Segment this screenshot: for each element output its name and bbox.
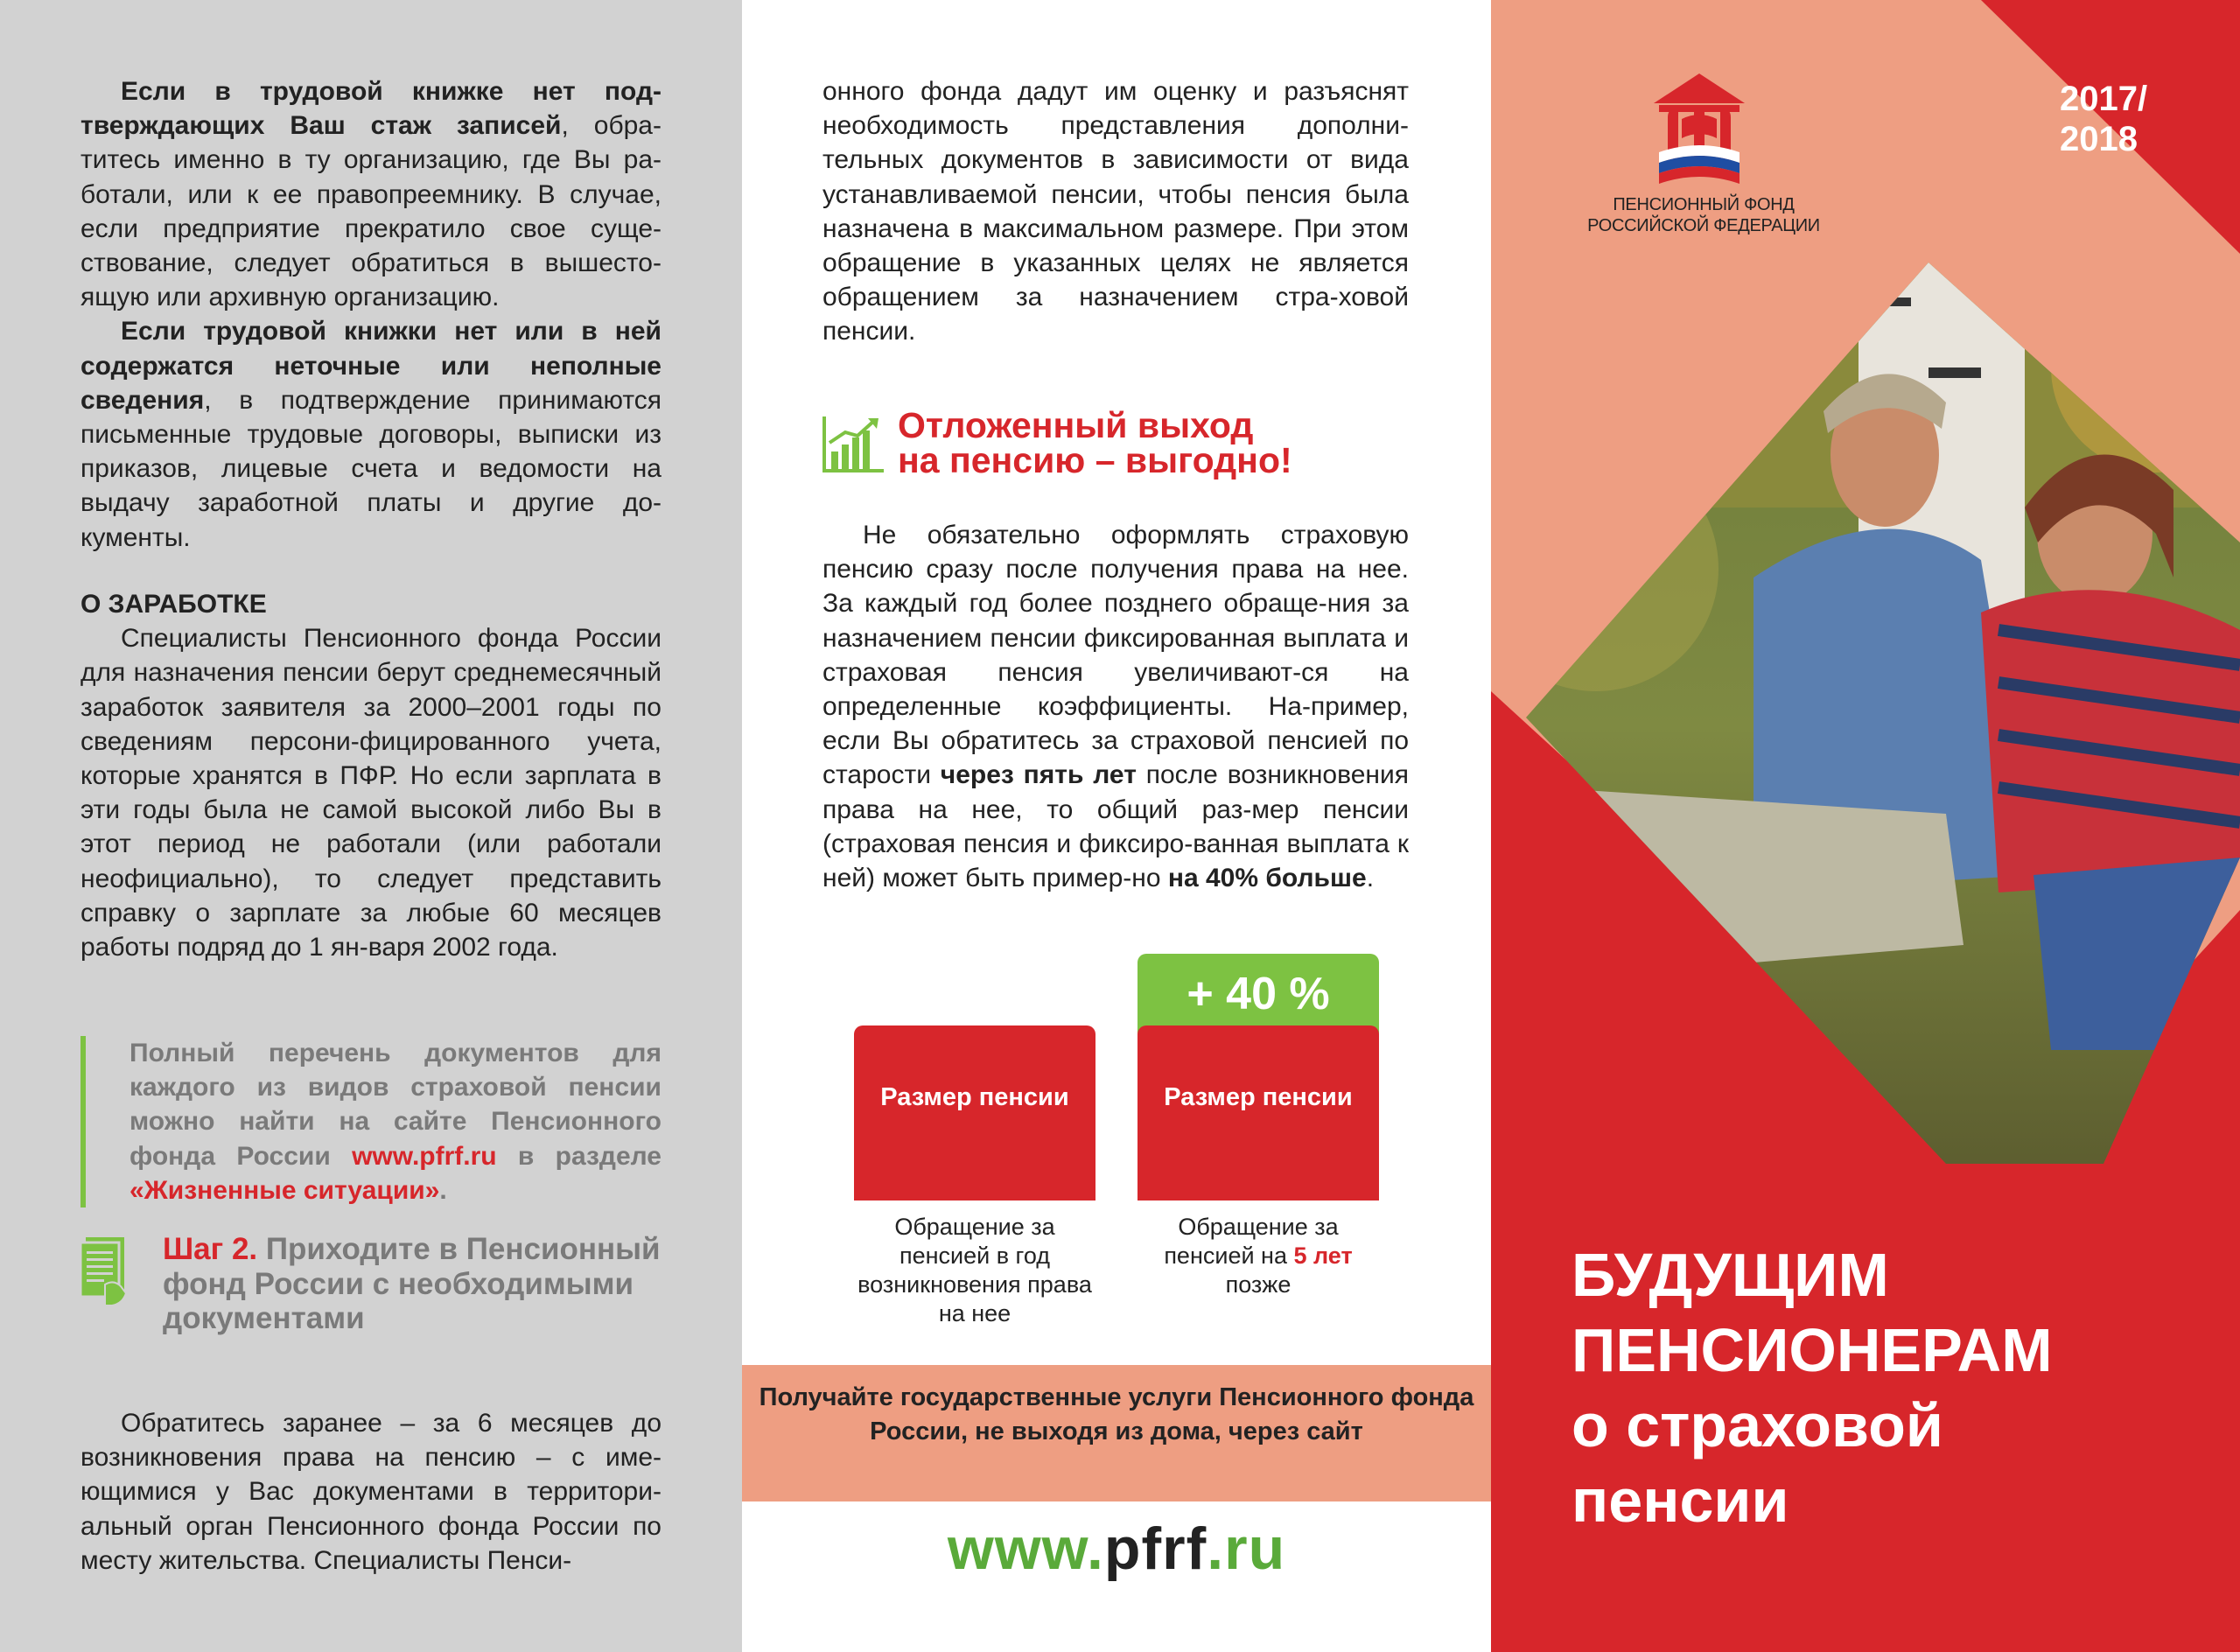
heading-text: О ЗАРАБОТКЕ [80,590,267,619]
earnings-text: Специалисты Пенсионного фонда России для назначения пенсии берут среднемесячный заработок заявителя за 2000–2001 годы по сведениям персони-фицированного учета, которые хранятся в ПФР. Но если зарплата в эти годы была не самой высокой либо Вы в этот период не работали (или работали неофициально), то следует представить справку о зарплате за любые 60 месяцев работы подряд до 1 ян-варя 2002 года. [80,624,662,962]
fund-name-line: ПЕНСИОННЫЙ ФОНД [1613,195,1795,214]
step-2-heading [79,1232,691,1372]
paragraph [80,314,662,554]
caption-text: Обращение за пенсией на [1164,1214,1339,1269]
deferred-pension-heading [822,405,1435,492]
documents-note [80,1036,662,1208]
bar-label: Размер пенсии [1164,1083,1353,1111]
note-text: . [439,1175,447,1205]
growth-chart-icon [822,416,884,474]
cover-title [1572,1237,2184,1538]
heading-line: Отложенный выход [898,405,1254,445]
heading-line: на пенсию – выгодно! [898,440,1292,480]
caption-highlight: 5 лет [1293,1242,1353,1269]
site-url-link[interactable] [742,1514,1491,1584]
pension-bonus-bar [1138,954,1379,1034]
bar-caption-now: Обращение за пенсией в год возникновения права на нее [858,1214,1092,1326]
document-icon [79,1236,133,1307]
paragraph-text: , обра-титесь именно в ту организацию, где Вы ра-ботали, или к ее правопреемнику. В случае, если предприятие прекратило свое суще-ствование, следует обратиться в вышесто-ящую или архивную организацию. [80,111,662,312]
paragraph: Обратитесь заранее – за 6 месяцев до возникновения права на пенсию – с име-ющимися у Вас документами в территори-альный орган Пенсионного фонда России по месту жительства. Специалисты Пенси- [80,1409,662,1575]
continued-text [822,74,1409,349]
earnings-section [80,587,662,964]
title-line: о страховой [1572,1391,1943,1460]
fund-name-line: РОССИЙСКОЙ ФЕДЕРАЦИИ [1587,216,1820,235]
pension-bar-later [1138,1026,1379,1200]
bar-label: Размер пенсии [880,1083,1069,1111]
bar-caption-later [1138,1213,1379,1299]
url-part: www. [947,1516,1104,1582]
middle-panel [742,0,1491,1652]
missing-records-text [80,74,662,555]
url-part: pfrf [1103,1516,1208,1582]
life-situations-link[interactable]: «Жизненные ситуации» [130,1175,440,1205]
title-line: пенсии [1572,1466,1789,1535]
year-line: 2017/ [2060,80,2148,118]
paragraph [822,518,1409,895]
pension-fund-logo [1647,68,1752,191]
paragraph-text: , в подтверждение принимаются письменные трудовые договоры, выписки из приказов, лицевые счета и ведомости на выдачу заработной платы и другие до-кументы. [80,385,662,552]
bold-text: Если в трудовой книжке нет под-тверждающих Ваш стаж записей [80,77,662,141]
note-text: Полный перечень документов для каждого из видов страховой пенсии можно найти на сайте Пенсионного фонда России [130,1039,662,1171]
pfrf-link[interactable]: www.pfrf.ru [352,1141,497,1171]
note-text: в разделе [496,1141,662,1171]
bold-text: Если трудовой книжки нет или в ней содержатся неточные или неполные сведения [80,317,662,415]
title-line: БУДУЩИМ [1572,1241,1889,1309]
paragraph-text: после возникновения права на нее, то общий раз-мер пенсии (страховая пенсия и фиксиро-ванная выплата к ней) может быть пример-но [822,760,1409,893]
paragraph: онного фонда дадут им оценку и разъяснят необходимость представления дополни-тельных документов в зависимости от вида устанавливаемой пенсии, чтобы пенсия была назначена в максимальном размере. При этом обращение в указанных целях не является обращением за назначением стра-ховой пенсии. [822,77,1409,346]
online-services-text: Получайте государственные услуги Пенсионного фонда России, не выходя из дома, через сайт [759,1383,1474,1446]
step-2-title [163,1232,688,1336]
online-services-band [742,1365,1491,1502]
step-title-text: Приходите в Пенсионный фонд России с необходимыми документами [163,1232,661,1335]
fund-name [1552,194,1855,236]
paragraph-text: . [1366,864,1375,893]
right-panel [1491,0,2240,1652]
caption-text: позже [1225,1271,1292,1298]
bold-text: через пять лет [940,760,1137,790]
paragraph [80,74,662,314]
left-panel [0,0,742,1652]
year-badge [2060,79,2147,159]
heading-text [898,405,1292,480]
url-part: .ru [1207,1516,1286,1582]
pension-bar-now [854,1026,1096,1200]
apply-early-text [80,1406,662,1578]
year-line: 2018 [2060,120,2138,158]
paragraph-text: Не обязательно оформлять страховую пенсию сразу после получения права на нее. За каждый год более позднего обраще-ния за назначением пенсии фиксированная выплата и страховая пенсия увеличивают-ся на определенные коэффициенты. На-пример, если Вы обратитесь за страховой пенсией по старости [822,521,1409,790]
deferred-pension-text [822,518,1409,895]
earnings-heading [80,587,662,621]
title-line: ПЕНСИОНЕРАМ [1572,1316,2053,1384]
step-label: Шаг 2. [163,1232,258,1266]
bonus-label: + 40 % [1186,969,1330,1019]
bold-text: на 40% больше [1167,864,1367,893]
